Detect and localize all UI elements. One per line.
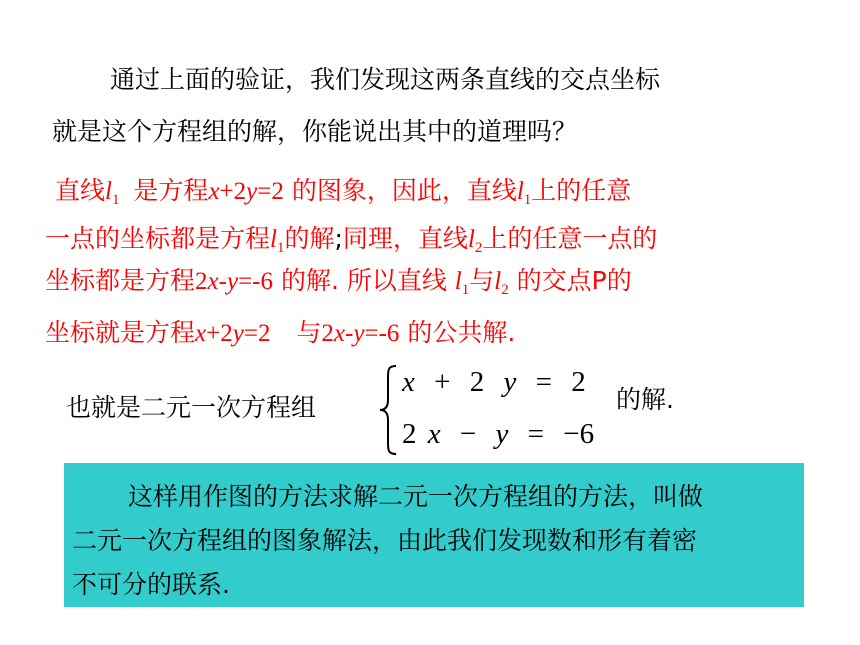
system-prefix: 也就是二元一次方程组 [66,393,317,422]
text-segment: 直线 [55,176,106,205]
subscript-1: 1 [461,282,470,298]
intro-line-2: 就是这个方程组的解，你能说出其中的道理吗？ [52,117,578,146]
var-x: x [195,320,207,347]
semicolon: ; [334,224,343,253]
math-segment: +2 [219,178,247,205]
text-segment: 一点的坐标都是方程 [45,224,271,253]
subscript-2: 2 [474,240,483,256]
text-segment: 上的任意 [531,176,632,205]
text-segment: 的交点P的 [508,266,632,295]
text-segment: 的解 [284,224,335,253]
text-segment: 的解. 所以直线 [273,266,455,295]
math-segment: 2 [321,320,334,347]
line-symbol-l: l [270,226,277,253]
text-segment: 的图象，因此，直线 [283,176,517,205]
equation-row-1 [402,364,598,400]
var-x: x [333,320,346,347]
subscript-2: 2 [501,282,509,298]
text-segment: 坐标就是方程 [45,318,196,347]
summary-box [64,463,804,607]
var-y: y [232,320,244,347]
var-x: x [208,178,220,205]
line-symbol-l: l [105,178,112,205]
eq-token: − [459,418,477,450]
eq-token: x [402,366,415,398]
text-segment: 与 [296,318,322,347]
eq-token: = [535,366,552,398]
text-segment: 与 [469,266,495,295]
subscript-1: 1 [523,192,532,208]
text-segment: 同理，直线 [342,224,468,253]
text-segment: 是方程 [133,176,209,205]
eq-token: −6 [563,418,595,450]
eq-token: y [503,366,517,398]
text-segment: 上的任意一点的 [482,224,658,253]
math-segment: - [218,268,227,295]
eq-token: + [434,366,451,398]
line-symbol-l: l [494,268,502,295]
intro-line-1: 通过上面的验证，我们发现这两条直线的交点坐标 [110,65,661,94]
var-y: y [353,320,365,347]
math-segment: =2 [243,320,271,347]
eq-token: = [527,418,544,450]
eq-token: x [427,418,441,450]
line-symbol-l: l [454,268,462,295]
line-symbol-l: l [516,178,524,205]
equation-row-2 [402,416,606,452]
explanation-line-1 [55,174,631,217]
left-brace-icon [376,360,400,460]
subscript-1: 1 [276,240,285,256]
equation-system [376,360,626,460]
math-segment: +2 [206,320,233,347]
var-x: x [207,268,219,295]
var-y: y [226,268,239,295]
explanation-line-2 [45,222,657,265]
eq-token: y [495,418,509,450]
var-y: y [246,178,258,205]
text-segment: 坐标都是方程 [45,266,196,295]
summary-line-1: 这样用作图的方法求解二元一次方程组的方法，叫做 [128,482,704,511]
subscript-1: 1 [111,192,120,208]
summary-line-2: 二元一次方程组的图象解法，由此我们发现数和形有着密 [72,526,698,555]
eq-token: 2 [402,418,417,450]
math-segment: =-6 [238,268,273,295]
explanation-line-4 [45,316,515,351]
summary-line-3: 不可分的联系. [72,570,230,599]
math-segment: =-6 [364,320,400,347]
math-segment: =2 [257,178,284,205]
math-segment: - [345,320,354,347]
line-symbol-l: l [467,226,475,253]
eq-token: 2 [469,366,485,398]
system-suffix: 的解. [616,385,674,414]
eq-token: 2 [571,366,586,398]
explanation-line-3 [45,264,632,307]
text-segment: 的公共解. [399,318,516,347]
math-segment: 2 [195,268,208,295]
